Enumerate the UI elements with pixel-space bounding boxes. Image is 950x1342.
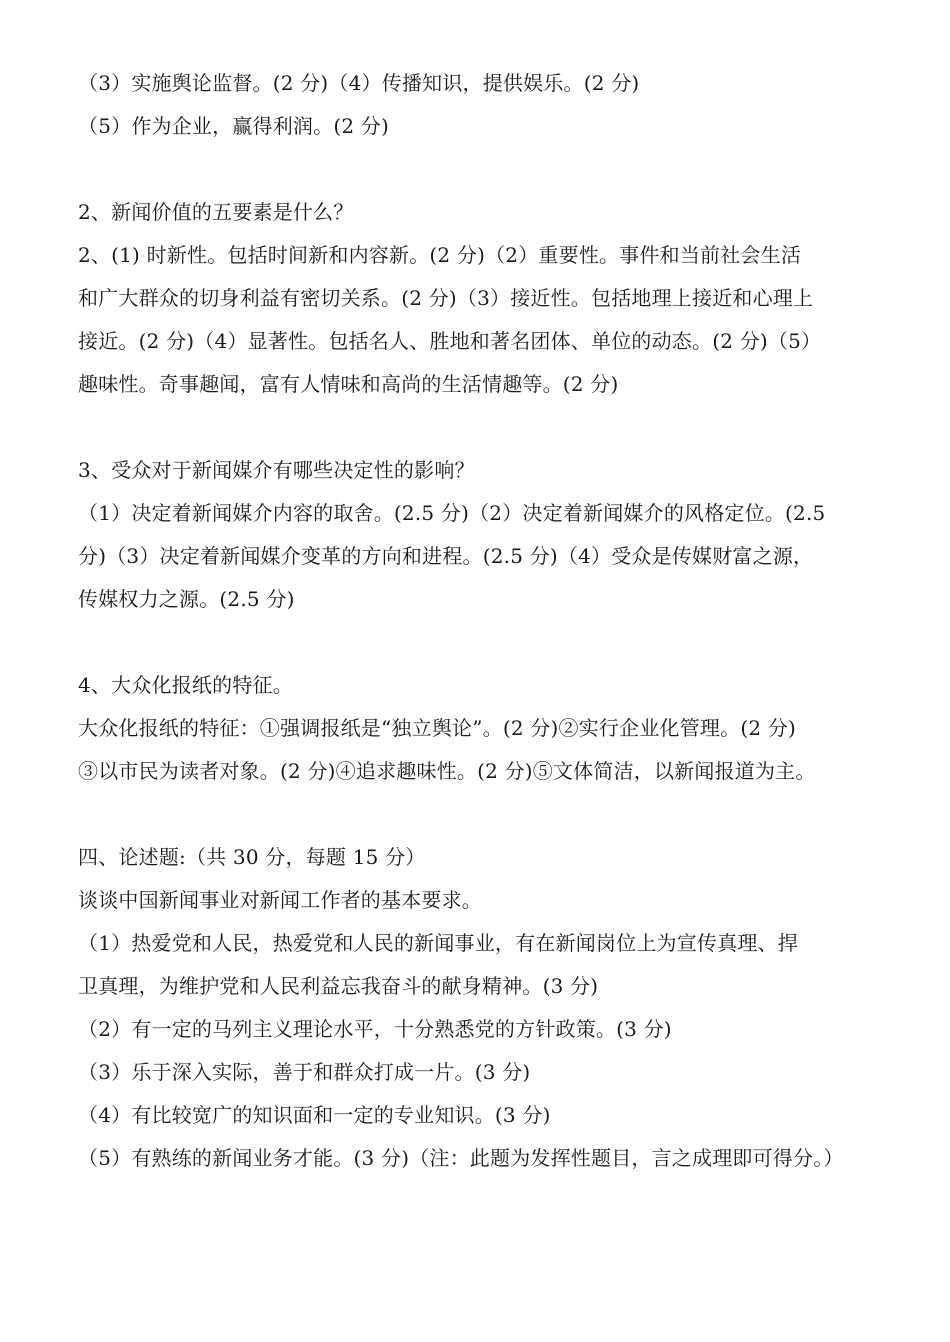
text-line: 2、(1) 时新性。包括时间新和内容新。(2 分)（2）重要性。事件和当前社会生活	[78, 243, 802, 267]
text-line: （5）有熟练的新闻业务才能。(3 分)（注：此题为发挥性题目，言之成理即可得分。）	[78, 1146, 844, 1170]
question-3-title: 3、受众对于新闻媒介有哪些决定性的影响？	[78, 458, 475, 482]
answer-block-1-continued	[78, 62, 878, 148]
spacer	[78, 621, 878, 664]
question-2-title: 2、新闻价值的五要素是什么？	[78, 200, 354, 224]
spacer	[78, 793, 878, 836]
text-line: （3）实施舆论监督。(2 分)（4）传播知识，提供娱乐。(2 分)	[78, 71, 640, 95]
text-line: （1）热爱党和人民，热爱党和人民的新闻事业，有在新闻岗位上为宣传真理、捍	[78, 931, 798, 955]
text-line: （4）有比较宽广的知识面和一定的专业知识。(3 分)	[78, 1103, 551, 1127]
document-page	[78, 62, 878, 1180]
essay-question-title: 谈谈中国新闻事业对新闻工作者的基本要求。	[78, 888, 482, 912]
section-4-heading: 四、论述题:（共 30 分，每题 15 分）	[78, 845, 426, 869]
text-line: 大众化报纸的特征：①强调报纸是“独立舆论”。(2 分)②实行企业化管理。(2 分)	[78, 716, 797, 740]
spacer	[78, 148, 878, 191]
text-line: 接近。(2 分)（4）显著性。包括名人、胜地和著名团体、单位的动态。(2 分)（5）	[78, 329, 822, 353]
question-4-block	[78, 664, 878, 793]
spacer	[78, 406, 878, 449]
text-line: 趣味性。奇事趣闻，富有人情味和高尚的生活情趣等。(2 分)	[78, 372, 619, 396]
text-line: 卫真理，为维护党和人民利益忘我奋斗的献身精神。(3 分)	[78, 974, 599, 998]
question-4-title: 4、大众化报纸的特征。	[78, 673, 293, 697]
question-2-block	[78, 191, 878, 406]
text-line: ③以市民为读者对象。(2 分)④追求趣味性。(2 分)⑤文体简洁，以新闻报道为主。	[78, 759, 816, 783]
question-3-block	[78, 449, 878, 621]
text-line: （2）有一定的马列主义理论水平，十分熟悉党的方针政策。(3 分)	[78, 1017, 672, 1041]
text-line: 传媒权力之源。(2.5 分)	[78, 587, 295, 611]
text-line: 和广大群众的切身利益有密切关系。(2 分)（3）接近性。包括地理上接近和心理上	[78, 286, 814, 310]
text-line: （3）乐于深入实际，善于和群众打成一片。(3 分)	[78, 1060, 531, 1084]
section-4-essay-block	[78, 836, 878, 1180]
text-line: （1）决定着新闻媒介内容的取舍。(2.5 分)（2）决定着新闻媒介的风格定位。(2.5	[78, 501, 826, 525]
text-line: （5）作为企业，赢得利润。(2 分)	[78, 114, 390, 138]
text-line: 分)（3）决定着新闻媒介变革的方向和进程。(2.5 分)（4）受众是传媒财富之源，	[78, 544, 814, 568]
